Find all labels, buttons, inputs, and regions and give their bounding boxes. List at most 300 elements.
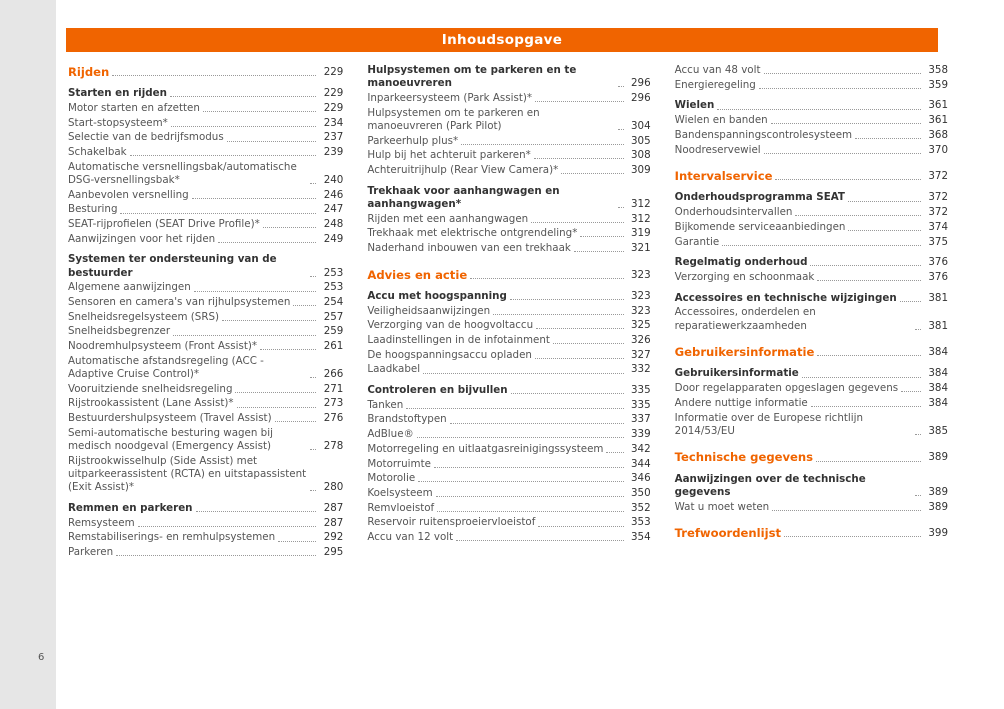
toc-entry-label: Gebruikersinformatie — [674, 345, 815, 360]
toc-entry-page: 335 — [630, 384, 651, 397]
toc-leader-dots — [263, 226, 317, 228]
toc-entry-page: 337 — [630, 413, 651, 426]
toc-entry-item[interactable] — [68, 218, 343, 231]
toc-entry-label: Accu van 12 volt — [367, 531, 454, 544]
toc-entry-item[interactable] — [68, 311, 343, 324]
toc-leader-dots — [618, 128, 624, 130]
toc-entry-label: Wielen — [674, 99, 715, 112]
toc-entry-page: 266 — [323, 368, 344, 381]
toc-entry-item[interactable] — [675, 129, 948, 142]
toc-entry-label: Hulpsystemen om te parkeren en te manoeuvreren — [367, 64, 577, 90]
toc-entry-page: 374 — [928, 220, 948, 233]
toc-entry-page: 368 — [928, 128, 948, 141]
toc-leader-dots — [171, 125, 317, 127]
toc-entry-page: 353 — [630, 516, 651, 529]
toc-leader-dots — [434, 466, 624, 468]
toc-entry-item[interactable] — [68, 427, 343, 453]
toc-section-spacer — [675, 158, 948, 168]
toc-entry-label: Aanbevolen versnelling — [68, 188, 189, 201]
toc-entry-item[interactable] — [68, 355, 343, 381]
toc-entry-label: Selectie van de bedrijfsmodus — [68, 131, 224, 144]
toc-entry-label: Starten en rijden — [68, 87, 167, 100]
toc-entry-item[interactable] — [68, 455, 343, 495]
toc-entry-page: 384 — [928, 382, 948, 395]
toc-entry-label: Brandstoftypen — [367, 413, 447, 426]
toc-entry-label: Rijden — [68, 65, 110, 79]
toc-entry-page: 381 — [928, 291, 948, 304]
toc-entry-page: 312 — [630, 212, 651, 225]
toc-entry-page: 339 — [630, 428, 651, 441]
toc-entry-label: Gebruikersinformatie — [674, 367, 799, 380]
toc-entry-page: 346 — [630, 472, 651, 485]
toc-entry-page: 296 — [630, 91, 651, 104]
toc-entry-item[interactable] — [367, 334, 650, 347]
toc-leader-dots — [855, 137, 921, 139]
toc-section-spacer — [675, 515, 948, 525]
toc-leader-dots — [900, 300, 921, 302]
toc-entry-item[interactable] — [68, 383, 343, 396]
toc-entry-page: 276 — [323, 412, 344, 425]
toc-entry-page: 287 — [323, 516, 344, 529]
toc-column-1 — [68, 64, 343, 561]
toc-leader-dots — [764, 72, 922, 74]
toc-entry-page: 323 — [630, 304, 651, 317]
toc-entry-label: Intervalservice — [674, 169, 773, 184]
toc-entry-label: Hulp bij het achteruit parkeren* — [367, 149, 531, 162]
toc-entry-page: 384 — [928, 396, 948, 409]
toc-entry-label: Snelheidsbegrenzer — [68, 325, 171, 338]
toc-entry-head[interactable] — [675, 170, 948, 183]
toc-entry-label: Rijstrookassistent (Lane Assist)* — [68, 397, 234, 410]
toc-entry-item[interactable] — [68, 397, 343, 410]
toc-entry-page: 376 — [928, 256, 948, 269]
toc-column-3 — [675, 64, 948, 561]
toc-leader-dots — [423, 372, 624, 374]
toc-entry-item[interactable] — [68, 131, 343, 144]
toc-entry-head[interactable] — [68, 66, 343, 79]
toc-entry-label: Trekhaak voor aanhangwagen en aanhangwagen* — [367, 184, 560, 210]
toc-entry-sub[interactable] — [367, 64, 650, 90]
toc-entry-label: Wielen en banden — [674, 114, 768, 127]
toc-entry-label: Achteruitrijhulp (Rear View Camera)* — [367, 163, 559, 176]
toc-entry-page: 321 — [630, 241, 651, 254]
toc-entry-label: Motor starten en afzetten — [68, 101, 200, 114]
page-title — [66, 28, 938, 52]
toc-leader-dots — [534, 157, 624, 159]
toc-entry-label: Laadinstellingen in de infotainment — [367, 333, 550, 346]
toc-entry-item[interactable] — [367, 413, 650, 426]
toc-entry-item[interactable] — [675, 221, 948, 234]
toc-entry-page: 261 — [323, 340, 344, 353]
toc-entry-item[interactable] — [68, 161, 343, 187]
toc-entry-item[interactable] — [675, 412, 948, 438]
toc-leader-dots — [112, 74, 316, 76]
toc-entry-page: 280 — [323, 481, 344, 494]
toc-entry-label: Tanken — [367, 398, 404, 411]
toc-entry-item[interactable] — [68, 546, 343, 559]
toc-entry-sub[interactable] — [675, 292, 948, 305]
toc-entry-page: 384 — [928, 367, 948, 380]
toc-leader-dots — [310, 275, 316, 277]
toc-leader-dots — [915, 328, 921, 330]
toc-entry-page: 342 — [630, 442, 651, 455]
toc-entry-item[interactable] — [68, 233, 343, 246]
toc-leader-dots — [130, 154, 317, 156]
toc-leader-dots — [618, 206, 624, 208]
toc-entry-page: 304 — [630, 119, 651, 132]
toc-section-spacer — [675, 334, 948, 344]
toc-entry-item[interactable] — [675, 64, 948, 77]
toc-entry-item[interactable] — [68, 531, 343, 544]
toc-entry-sub[interactable] — [675, 256, 948, 269]
toc-entry-page: 361 — [928, 114, 948, 127]
toc-leader-dots — [531, 221, 623, 223]
toc-entry-page: 287 — [323, 501, 344, 514]
toc-entry-label: Informatie over de Europese richtlijn 2014/53/EU — [674, 411, 864, 437]
toc-entry-sub[interactable] — [675, 99, 948, 112]
toc-entry-page: 234 — [323, 116, 344, 129]
toc-leader-dots — [817, 279, 921, 281]
toc-entry-head[interactable] — [675, 527, 948, 540]
toc-entry-label: Onderhoudsintervallen — [674, 206, 793, 219]
toc-leader-dots — [260, 348, 316, 350]
toc-leader-dots — [450, 422, 624, 424]
toc-entry-page: 295 — [323, 546, 344, 558]
toc-entry-item[interactable] — [367, 531, 650, 544]
toc-entry-label: Bijkomende serviceaanbiedingen — [674, 220, 846, 233]
toc-entry-item[interactable] — [367, 349, 650, 362]
toc-entry-item[interactable] — [68, 281, 343, 294]
toc-entry-item[interactable] — [675, 382, 948, 395]
toc-entry-page: 361 — [928, 99, 948, 112]
toc-leader-dots — [535, 100, 624, 102]
toc-entry-label: Reservoir ruitensproeiervloeistof — [367, 516, 536, 529]
toc-entry-label: Verzorging van de hoogvoltaccu — [367, 319, 534, 332]
toc-entry-item[interactable] — [367, 516, 650, 529]
toc-entry-page: 335 — [630, 398, 651, 411]
toc-entry-item[interactable] — [675, 306, 948, 332]
toc-entry-page: 273 — [323, 397, 344, 410]
toc-entry-item[interactable] — [68, 325, 343, 338]
toc-entry-page: 292 — [323, 531, 344, 544]
toc-leader-dots — [510, 298, 624, 300]
toc-entry-item[interactable] — [68, 517, 343, 530]
toc-leader-dots — [553, 342, 624, 344]
toc-entry-label: Noodreservewiel — [674, 143, 761, 156]
toc-entry-page: 253 — [323, 281, 344, 294]
toc-entry-page: 249 — [323, 232, 344, 245]
toc-entry-label: Remmen en parkeren — [68, 501, 193, 514]
toc-entry-label: Motorregeling en uitlaatgasreinigingssysteem — [367, 442, 604, 455]
toc-entry-item[interactable] — [68, 146, 343, 159]
toc-leader-dots — [218, 241, 316, 243]
toc-leader-dots — [775, 178, 921, 180]
toc-entry-item[interactable] — [367, 487, 650, 500]
toc-leader-dots — [278, 540, 316, 542]
toc-entry-item[interactable] — [367, 319, 650, 332]
toc-entry-page: 399 — [928, 527, 948, 540]
toc-column-2 — [367, 64, 650, 561]
toc-leader-dots — [771, 122, 921, 124]
toc-entry-item[interactable] — [68, 203, 343, 216]
toc-entry-sub[interactable] — [68, 253, 343, 279]
toc-leader-dots — [915, 433, 921, 435]
toc-entry-item[interactable] — [367, 428, 650, 441]
toc-entry-label: Automatische versnellingsbak/automatische DSG-versnellingsbak* — [68, 160, 297, 186]
toc-leader-dots — [120, 212, 316, 214]
toc-entry-label: Parkeren — [68, 546, 114, 558]
toc-entry-item[interactable] — [675, 114, 948, 127]
toc-entry-page: 389 — [928, 500, 948, 513]
toc-entry-page: 253 — [323, 266, 344, 279]
toc-leader-dots — [310, 489, 316, 491]
toc-leader-dots — [848, 229, 921, 231]
toc-leader-dots — [717, 108, 921, 110]
toc-leader-dots — [901, 390, 921, 392]
toc-entry-label: Energieregeling — [674, 78, 756, 91]
toc-entry-page: 376 — [928, 270, 948, 283]
toc-entry-page: 229 — [323, 66, 344, 78]
toc-leader-dots — [222, 319, 316, 321]
toc-entry-item[interactable] — [367, 458, 650, 471]
toc-entry-page: 385 — [928, 424, 948, 437]
toc-entry-label: Controleren en bijvullen — [367, 384, 508, 397]
toc-leader-dots — [535, 357, 624, 359]
toc-entry-item[interactable] — [68, 296, 343, 309]
toc-entry-label: Onderhoudsprogramma SEAT — [674, 191, 845, 204]
toc-entry-head[interactable] — [367, 269, 650, 282]
toc-entry-page: 229 — [323, 101, 344, 114]
toc-entry-item[interactable] — [367, 472, 650, 485]
toc-entry-page: 327 — [630, 348, 651, 361]
toc-entry-item[interactable] — [367, 164, 650, 177]
toc-leader-dots — [493, 313, 623, 315]
toc-entry-page: 240 — [323, 173, 344, 186]
toc-entry-page: 247 — [323, 203, 344, 216]
toc-entry-page: 359 — [928, 78, 948, 91]
toc-leader-dots — [470, 277, 623, 279]
toc-leader-dots — [764, 152, 921, 154]
toc-entry-label: Schakelbak — [68, 146, 127, 159]
toc-entry-label: Naderhand inbouwen van een trekhaak — [367, 241, 571, 254]
toc-entry-label: Technische gegevens — [674, 450, 814, 465]
toc-entry-item[interactable] — [367, 135, 650, 148]
toc-entry-page: 344 — [630, 457, 651, 470]
toc-entry-label: AdBlue® — [367, 428, 414, 441]
toc-entry-item[interactable] — [675, 79, 948, 92]
toc-entry-sub[interactable] — [367, 384, 650, 397]
page-left-margin — [0, 0, 56, 709]
toc-entry-page: 323 — [630, 268, 651, 281]
toc-entry-label: Remsysteem — [68, 516, 135, 529]
toc-entry-page: 319 — [630, 227, 651, 240]
toc-leader-dots — [816, 460, 921, 462]
toc-entry-label: Door regelapparaten opgeslagen gegevens — [674, 382, 899, 395]
toc-entry-label: Remvloeistof — [367, 501, 435, 514]
toc-leader-dots — [437, 510, 623, 512]
toc-entry-page: 375 — [928, 235, 948, 248]
toc-entry-item[interactable] — [367, 363, 650, 376]
toc-leader-dots — [192, 197, 317, 199]
toc-columns — [68, 64, 948, 561]
toc-entry-page: 257 — [323, 310, 344, 323]
toc-leader-dots — [237, 406, 317, 408]
toc-entry-page: 332 — [630, 363, 651, 376]
toc-leader-dots — [561, 172, 623, 174]
toc-entry-label: Rijstrookwisselhulp (Side Assist) met uitparkeerassistent (RCTA) en uitstapassistent (Exit Assist)* — [68, 454, 307, 494]
toc-entry-label: Rijden met een aanhangwagen — [367, 212, 529, 225]
toc-entry-page: 248 — [323, 218, 344, 231]
toc-entry-item[interactable] — [68, 189, 343, 202]
toc-entry-page: 323 — [630, 289, 651, 302]
toc-entry-label: SEAT-rijprofielen (SEAT Drive Profile)* — [68, 218, 260, 231]
toc-entry-sub[interactable] — [675, 191, 948, 204]
toc-entry-page: 389 — [928, 451, 948, 464]
toc-entry-page: 372 — [928, 191, 948, 204]
toc-leader-dots — [310, 448, 316, 450]
toc-entry-label: Verzorging en schoonmaak — [674, 270, 815, 283]
toc-leader-dots — [138, 525, 317, 527]
toc-entry-page: 358 — [928, 64, 948, 76]
toc-entry-label: Advies en actie — [367, 267, 468, 282]
toc-entry-sub[interactable] — [367, 185, 650, 211]
toc-entry-item[interactable] — [367, 305, 650, 318]
toc-entry-sub[interactable] — [367, 290, 650, 303]
toc-entry-item[interactable] — [68, 102, 343, 115]
toc-leader-dots — [511, 392, 624, 394]
toc-entry-page: 296 — [630, 77, 651, 90]
toc-entry-page: 381 — [928, 319, 948, 332]
toc-leader-dots — [810, 264, 921, 266]
toc-entry-item[interactable] — [367, 399, 650, 412]
toc-entry-item[interactable] — [675, 397, 948, 410]
toc-entry-label: Wat u moet weten — [674, 500, 770, 513]
toc-leader-dots — [293, 304, 316, 306]
toc-entry-page: 237 — [323, 131, 344, 144]
toc-entry-page: 352 — [630, 501, 651, 514]
toc-entry-label: Accu met hoogspanning — [367, 289, 507, 302]
toc-entry-item[interactable] — [68, 117, 343, 130]
toc-entry-item[interactable] — [367, 242, 650, 255]
toc-leader-dots — [606, 451, 623, 453]
toc-leader-dots — [848, 200, 921, 202]
toc-leader-dots — [759, 87, 921, 89]
toc-entry-item[interactable] — [367, 92, 650, 105]
toc-leader-dots — [436, 495, 624, 497]
toc-leader-dots — [417, 436, 624, 438]
toc-entry-label: Accu van 48 volt — [674, 64, 761, 76]
toc-leader-dots — [227, 140, 317, 142]
toc-entry-page: 372 — [928, 170, 948, 183]
toc-leader-dots — [406, 407, 623, 409]
toc-entry-page: 372 — [928, 206, 948, 219]
toc-leader-dots — [811, 405, 921, 407]
toc-leader-dots — [194, 290, 317, 292]
toc-entry-page: 350 — [630, 486, 651, 499]
toc-entry-item[interactable] — [675, 144, 948, 157]
toc-entry-label: Automatische afstandsregeling (ACC - Adaptive Cruise Control)* — [68, 354, 264, 381]
toc-entry-page: 389 — [928, 485, 948, 498]
toc-leader-dots — [795, 214, 921, 216]
toc-entry-item[interactable] — [68, 340, 343, 353]
toc-entry-label: Motorolie — [367, 472, 416, 485]
toc-leader-dots — [456, 539, 623, 541]
toc-entry-item[interactable] — [675, 206, 948, 219]
toc-entry-sub[interactable] — [68, 502, 343, 515]
toc-entry-label: Hulpsystemen om te parkeren en manoeuvreren (Park Pilot) — [367, 106, 540, 132]
toc-entry-head[interactable] — [675, 451, 948, 464]
toc-entry-page: 246 — [323, 188, 344, 201]
toc-entry-item[interactable] — [367, 227, 650, 240]
toc-entry-label: Andere nuttige informatie — [674, 396, 808, 409]
toc-entry-label: Laadkabel — [367, 363, 421, 376]
toc-section-spacer — [367, 257, 650, 267]
toc-leader-dots — [235, 391, 316, 393]
toc-entry-item[interactable] — [675, 501, 948, 514]
toc-entry-item[interactable] — [675, 271, 948, 284]
toc-entry-sub[interactable] — [675, 367, 948, 380]
toc-entry-label: Start-stopsysteem* — [68, 116, 168, 129]
toc-entry-page: 278 — [323, 440, 344, 453]
toc-entry-page: 309 — [630, 163, 651, 176]
toc-entry-label: Noodremhulpsysteem (Front Assist)* — [68, 340, 258, 353]
toc-entry-head[interactable] — [675, 346, 948, 359]
toc-entry-item[interactable] — [68, 412, 343, 425]
toc-entry-page: 370 — [928, 143, 948, 156]
toc-entry-item[interactable] — [367, 443, 650, 456]
toc-entry-label: Regelmatig onderhoud — [674, 256, 808, 269]
toc-leader-dots — [784, 535, 921, 537]
toc-leader-dots — [170, 95, 316, 97]
toc-entry-label: Accessoires, onderdelen en reparatiewerkzaamheden — [674, 306, 816, 332]
page-title-text: Inhoudsopgave — [441, 32, 563, 48]
toc-entry-page: 325 — [630, 319, 651, 332]
toc-leader-dots — [580, 235, 623, 237]
toc-entry-item[interactable] — [367, 149, 650, 162]
toc-leader-dots — [536, 327, 624, 329]
toc-entry-label: Veiligheidsaanwijzingen — [367, 304, 491, 317]
toc-entry-sub[interactable] — [68, 87, 343, 100]
toc-leader-dots — [802, 376, 921, 378]
toc-leader-dots — [310, 376, 316, 378]
toc-entry-label: Systemen ter ondersteuning van de bestuurder — [68, 253, 277, 279]
toc-entry-label: Bestuurdershulpsysteem (Travel Assist) — [68, 412, 272, 425]
toc-leader-dots — [722, 244, 921, 246]
toc-entry-page: 384 — [928, 346, 948, 359]
toc-entry-label: Sensoren en camera's van rijhulpsystemen — [68, 296, 291, 309]
toc-leader-dots — [817, 354, 921, 356]
toc-entry-item[interactable] — [367, 107, 650, 133]
toc-entry-page: 326 — [630, 333, 651, 346]
toc-entry-label: De hoogspanningsaccu opladen — [367, 348, 532, 361]
toc-entry-page: 354 — [630, 531, 651, 544]
toc-entry-label: Remstabiliserings- en remhulpsystemen — [68, 531, 276, 544]
toc-entry-page: 271 — [323, 382, 344, 395]
toc-entry-label: Accessoires en technische wijzigingen — [674, 291, 897, 304]
toc-entry-page: 239 — [323, 146, 344, 159]
toc-entry-item[interactable] — [367, 502, 650, 515]
toc-entry-label: Aanwijzingen over de technische gegevens — [674, 472, 866, 498]
toc-entry-item[interactable] — [367, 213, 650, 226]
toc-leader-dots — [310, 182, 316, 184]
toc-entry-page: 254 — [323, 296, 344, 309]
toc-entry-page: 312 — [630, 197, 651, 210]
toc-entry-item[interactable] — [675, 236, 948, 249]
toc-leader-dots — [461, 143, 624, 145]
toc-entry-sub[interactable] — [675, 473, 948, 499]
toc-entry-label: Vooruitziende snelheidsregeling — [68, 382, 233, 395]
toc-leader-dots — [116, 554, 316, 556]
